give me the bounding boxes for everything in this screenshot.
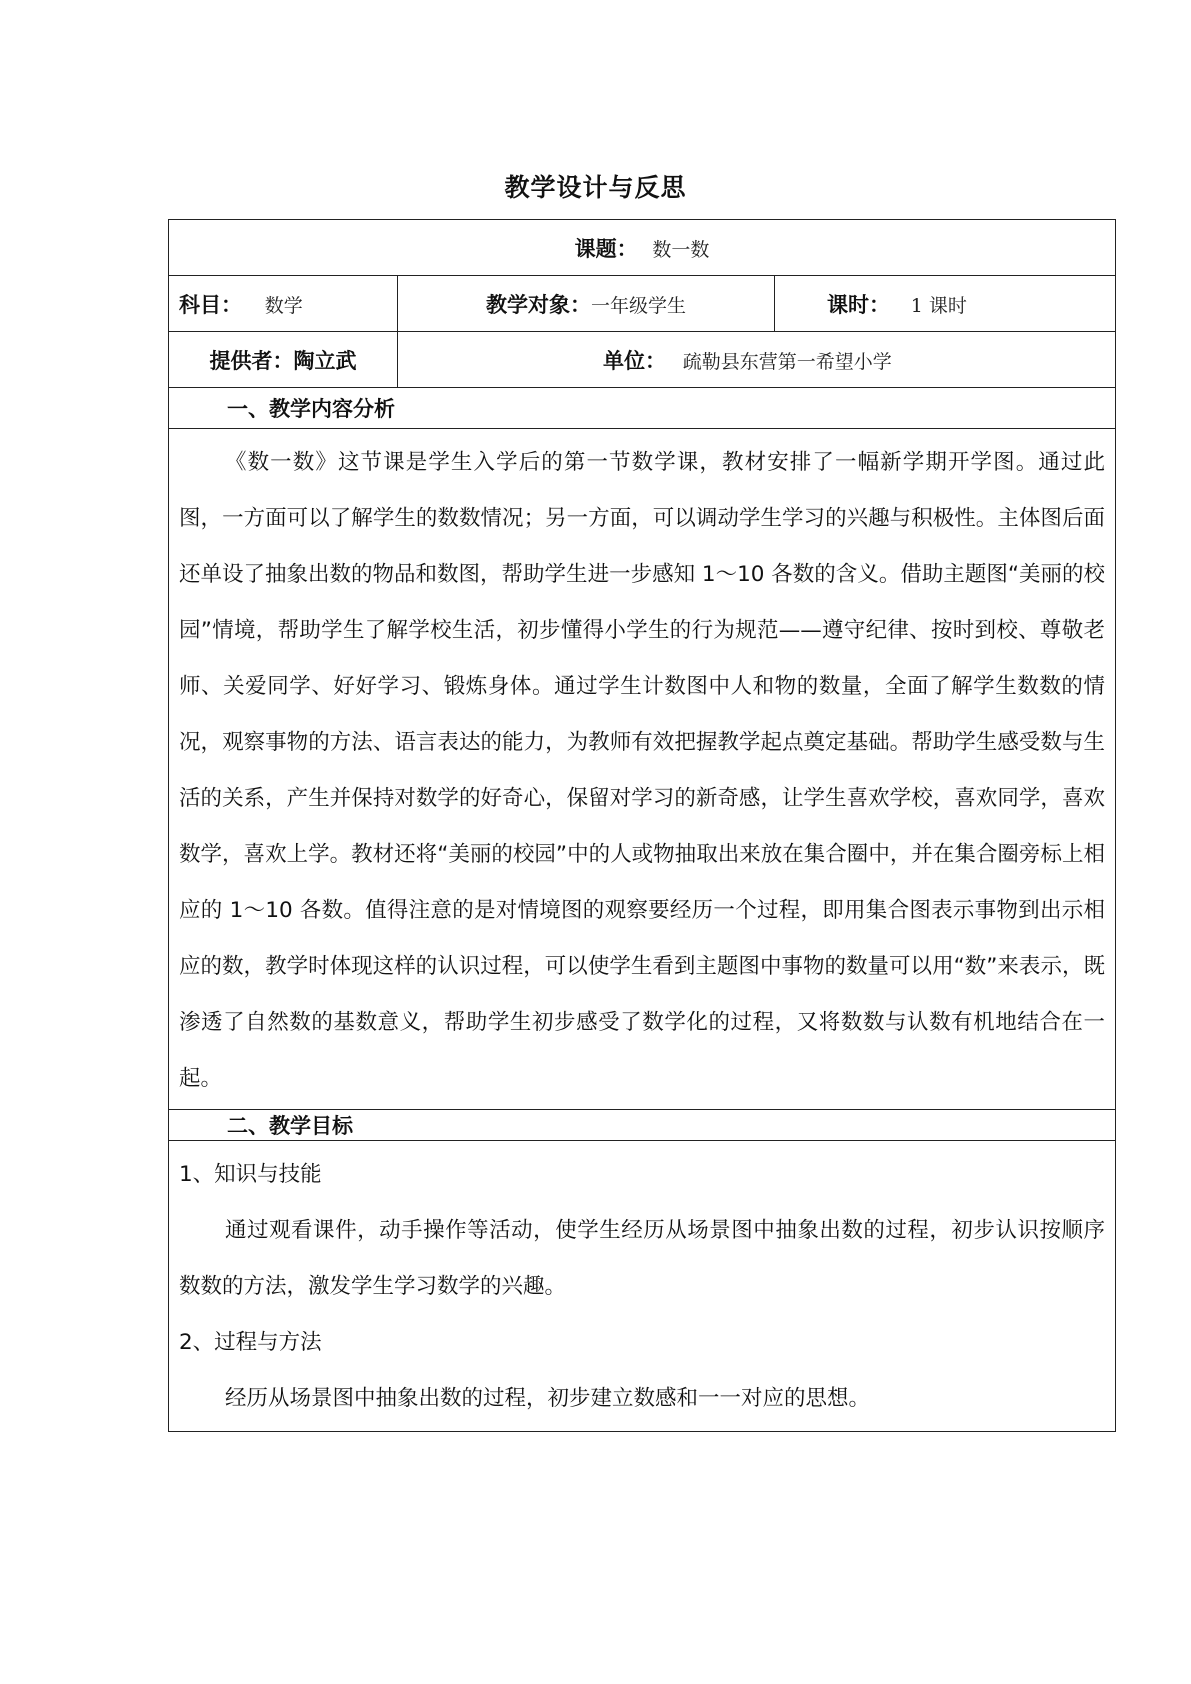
topic-row	[169, 220, 1116, 276]
provider-cell	[169, 332, 398, 388]
section2-content-cell	[169, 1141, 1116, 1432]
lesson-plan-table	[168, 219, 1116, 1432]
section2-heading-row	[169, 1110, 1116, 1141]
unit-value: 疏勒县东营第一希望小学	[682, 350, 892, 373]
section1-heading-row	[169, 388, 1116, 429]
audience-cell	[398, 276, 775, 332]
goal2-text: 经历从场景图中抽象出数的过程，初步建立数感和一一对应的思想。	[225, 1386, 871, 1411]
section1-content-row	[169, 429, 1116, 1110]
provider-label: 提供者：陶立武	[209, 348, 357, 373]
meta-row	[169, 276, 1116, 332]
section2-heading: 二、教学目标	[169, 1110, 1116, 1141]
unit-cell	[398, 332, 1116, 388]
audience-value: 一年级学生	[590, 294, 686, 317]
unit-label: 单位：	[603, 348, 666, 373]
topic-cell	[169, 220, 1116, 276]
audience-label: 教学对象：	[485, 292, 591, 317]
section2-content-row	[169, 1141, 1116, 1432]
document-title: 教学设计与反思	[504, 173, 687, 202]
period-value: 1 课时	[910, 294, 967, 317]
topic-label: 课题：	[574, 236, 638, 261]
subject-value: 数学	[264, 294, 303, 317]
section1-content-cell	[169, 429, 1116, 1110]
subject-cell	[169, 276, 398, 332]
goal1-text: 通过观看课件，动手操作等活动，使学生经历从场景图中抽象出数的过程，初步认识按顺序数数的方法，激发学生学习数学的兴趣。	[179, 1218, 1105, 1299]
topic-value: 数一数	[652, 238, 710, 261]
section1-heading: 一、教学内容分析	[169, 388, 1116, 429]
period-cell	[775, 276, 1116, 332]
period-label: 课时：	[827, 292, 890, 317]
goal1-title: 1、知识与技能	[179, 1162, 322, 1187]
subject-label: 科目：	[179, 292, 242, 317]
content-analysis-paragraph: 《数一数》这节课是学生入学后的第一节数学课，教材安排了一幅新学期开学图。通过此图，一方面可以了解学生的数数情况；另一方面，可以调动学生学习的兴趣与积极性。主体图后面还单设了抽象出数的物品和数图，帮助学生进一步感知 1～10 各数的含义。借助主题图“美丽的校园”情境，帮助学生了解学校生活，初步懂得小学生的行为规范——遵守纪律、按时到校、尊敬老师、关爱同学、好好学习、锻炼身体。通过学生计数图中人和物的数量，全面了解学生数数的情况，观察事物的方法、语言表达的能力，为教师有效把握教学起点奠定基础。帮助学生感受数与生活的关系，产生并保持对数学的好奇心，保留对学习的新奇感，让学生喜欢学校，喜欢同学，喜欢数学，喜欢上学。教材还将“美丽的校园”中的人或物抽取出来放在集合圈中，并在集合圈旁标上相应的 1～10 各数。值得注意的是对情境图的观察要经历一个过程，即用集合图表示事物到出示相应的数，教学时体现这样的认识过程，可以使学生看到主题图中事物的数量可以用“数”来表示，既渗透了自然数的基数意义，帮助学生初步感受了数学化的过程，又将数数与认数有机地结合在一起。	[179, 450, 1105, 1091]
goal2-title: 2、过程与方法	[179, 1330, 322, 1355]
provider-row	[169, 332, 1116, 388]
